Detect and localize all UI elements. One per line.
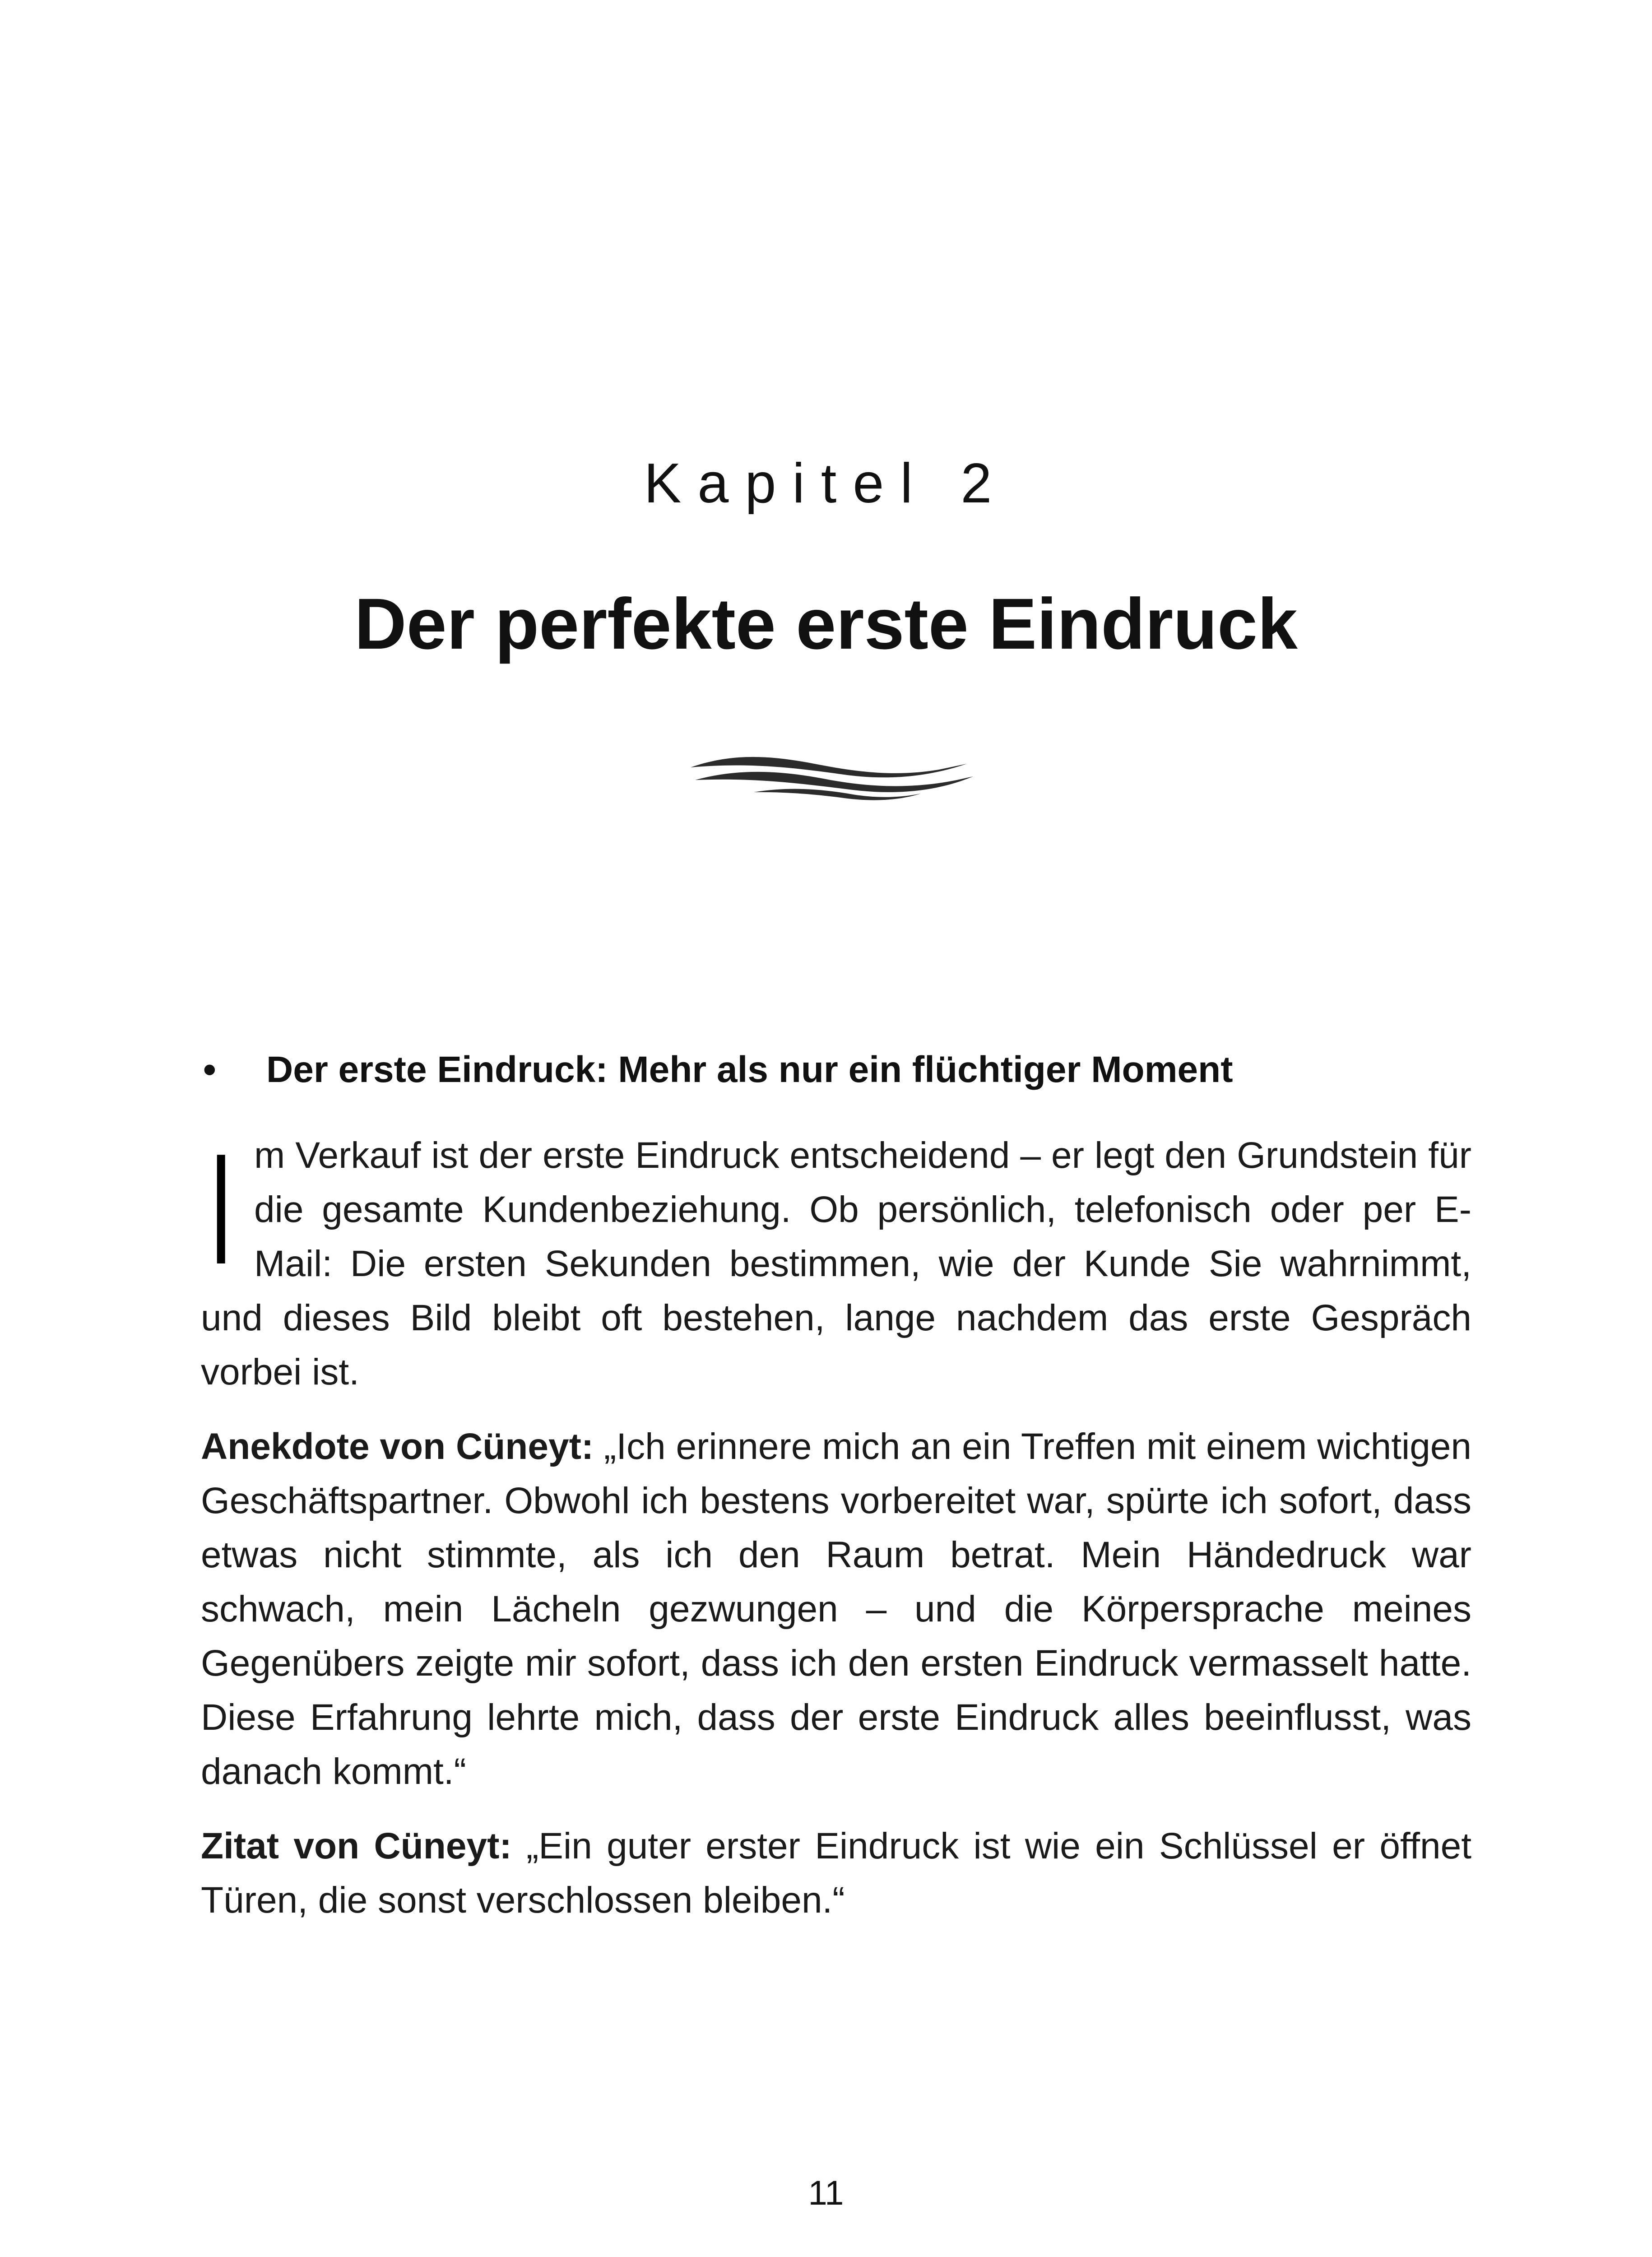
quote-paragraph: [201, 1819, 1471, 1927]
drop-cap: I: [209, 1121, 233, 1297]
anecdote-text: „Ich erinnere mich an ein Treffen mit einem wichtigen Geschäftspartner. Obwohl ich bestens vorbereitet war, spürte ich sofort, dass etwas nicht stimmte, als ich den Raum betrat. Mein Händedruck war schwach, mein Lächeln gezwungen – und die Körpersprache meines Gegenübers zeigte mir sofort, dass ich den ersten Eindruck vermasselt hatte. Diese Erfahrung lehrte mich, dass der erste Eindruck alles beeinflusst, was danach kommt.“: [201, 1426, 1472, 1792]
wave-ornament-icon: [686, 745, 975, 803]
page-number: 11: [808, 2174, 844, 2212]
bullet-icon: •: [203, 1049, 216, 1090]
intro-paragraph: [201, 1121, 1471, 1399]
chapter-title: Der perfekte erste Eindruck: [354, 583, 1298, 664]
quote-text: „Ein guter erster Eindruck ist wie ein Schlüssel er öffnet Türen, die sonst verschlossen bleiben.“: [201, 1825, 1471, 1921]
chapter-label: Kapitel 2: [644, 452, 1008, 515]
chapter-content: [201, 1043, 1471, 1948]
section-heading-text: Der erste Eindruck: Mehr als nur ein flüchtiger Moment: [266, 1049, 1233, 1090]
anecdote-lead: Anekdote von Cüneyt:: [201, 1426, 594, 1467]
section-heading: [201, 1043, 1471, 1097]
anecdote-paragraph: [201, 1420, 1471, 1799]
intro-text: m Verkauf ist der erste Eindruck entscheidend – er legt den Grundstein für die gesamte Kundenbeziehung. Ob persönlich, telefonisch oder per E-Mail: Die ersten Sekunden bestimmen, wie der Kunde Sie wahrnimmt, und dieses Bild bleibt oft bestehen, lange nachdem das erste Gespräch vorbei ist.: [201, 1135, 1471, 1393]
quote-lead: Zitat von Cüneyt:: [201, 1825, 512, 1867]
